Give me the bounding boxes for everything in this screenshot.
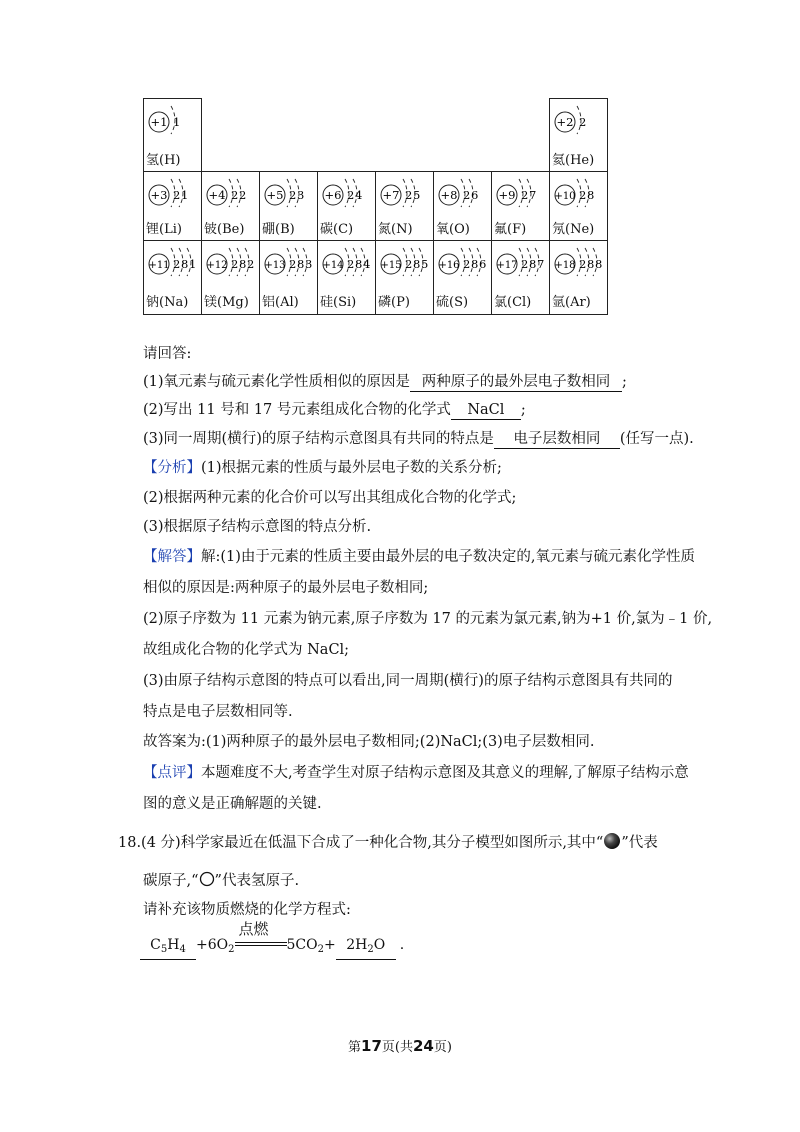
page-number: 17 — [361, 1037, 382, 1055]
element-cell — [549, 98, 608, 173]
nuclear-charge: +7 — [382, 188, 400, 202]
electron-count: 2 — [173, 188, 181, 202]
analysis-line-3: (3)根据原子结构示意图的特点分析. — [143, 519, 372, 535]
electron-count: 2 — [405, 257, 413, 271]
electron-count: 1 — [189, 257, 197, 271]
element-name: 硼(B) — [262, 222, 295, 237]
electron-count: 2 — [231, 257, 239, 271]
page-footer: 第17页(共24页) — [348, 1037, 452, 1055]
electron-count: 8 — [471, 257, 479, 271]
element-name: 氯(Cl) — [494, 295, 532, 310]
electron-count: 2 — [463, 188, 471, 202]
electron-count: 2 — [239, 188, 247, 202]
atom-diagram — [264, 176, 316, 210]
nuclear-charge: +4 — [208, 188, 226, 202]
analysis-line-2: (2)根据两种元素的化合价可以写出其组成化合物的化学式; — [143, 490, 517, 506]
atom-diagram — [496, 176, 548, 210]
element-cell — [491, 171, 550, 242]
nuclear-charge: +2 — [556, 115, 574, 129]
element-cell — [143, 171, 202, 242]
element-cell — [549, 240, 608, 315]
electron-count: 8 — [355, 257, 363, 271]
atom-diagram — [554, 245, 606, 279]
atom-diagram — [438, 245, 490, 279]
review-line-2: 图的意义是正确解题的关键. — [143, 796, 322, 812]
atom-diagram — [148, 103, 200, 137]
electron-count: 2 — [579, 115, 587, 129]
electron-count: 1 — [173, 115, 181, 129]
element-name: 硫(S) — [436, 295, 469, 310]
atom-diagram — [206, 245, 258, 279]
electron-count: 2 — [579, 188, 587, 202]
electron-count: 2 — [231, 188, 239, 202]
electron-count: 7 — [537, 257, 545, 271]
element-cell — [201, 171, 260, 242]
review-tag: 【点评】 — [143, 765, 201, 781]
element-cell — [375, 171, 434, 242]
electron-count: 8 — [239, 257, 247, 271]
answer-line-1b: 相似的原因是:两种原子的最外层电子数相同; — [143, 580, 429, 596]
equation-blank-product: $2H_2O$ — [336, 936, 396, 960]
electron-count: 8 — [587, 188, 595, 202]
atom-diagram — [554, 103, 606, 137]
equation-blank-reactant: $C_5H_4$ — [140, 936, 196, 960]
question-2: (2)写出 11 号和 17 号元素组成化合物的化学式 NaCl ; — [143, 402, 526, 418]
atom-diagram — [148, 245, 200, 279]
element-name: 氮(N) — [378, 222, 413, 237]
nuclear-charge: +6 — [324, 188, 342, 202]
element-cell — [143, 240, 202, 315]
electron-count: 7 — [529, 188, 537, 202]
element-cell — [259, 240, 318, 315]
atom-diagram — [438, 176, 490, 210]
answer-blank-3: 电子层数相同 — [494, 430, 620, 449]
element-name: 磷(P) — [378, 295, 410, 310]
electron-count: 1 — [181, 188, 189, 202]
answer-blank-2: NaCl — [451, 401, 521, 420]
electron-count: 2 — [347, 257, 355, 271]
element-cell — [549, 171, 608, 242]
nuclear-charge: +1 — [150, 115, 168, 129]
electron-count: 6 — [479, 257, 487, 271]
electron-count: 2 — [247, 257, 255, 271]
electron-count: 8 — [181, 257, 189, 271]
question-18-line-1: 18.(4 分)科学家最近在低温下合成了一种化合物,其分子模型如图所示,其中“ ”代表 — [118, 831, 658, 852]
electron-count: 8 — [587, 257, 595, 271]
element-name: 钠(Na) — [146, 295, 189, 310]
element-name: 氢(H) — [146, 153, 181, 168]
nuclear-charge: +10 — [554, 191, 576, 202]
question-3: (3)同一周期(横行)的原子结构示意图具有共同的特点是 电子层数相同 (任写一点). — [143, 431, 694, 447]
nuclear-charge: +8 — [440, 188, 458, 202]
answer-tag: 【解答】 — [143, 549, 201, 565]
element-cell — [201, 240, 260, 315]
element-name: 氧(O) — [436, 222, 470, 237]
nuclear-charge: +13 — [264, 260, 286, 271]
analysis-tag: 【分析】 — [143, 460, 201, 476]
electron-count: 2 — [289, 257, 297, 271]
atom-diagram — [148, 176, 200, 210]
atom-structure-table — [143, 98, 607, 316]
electron-count: 2 — [347, 188, 355, 202]
answer-line-3b: 特点是电子层数相同等. — [143, 704, 293, 720]
element-cell — [259, 171, 318, 242]
element-name: 镁(Mg) — [204, 295, 249, 310]
electron-count: 3 — [305, 257, 313, 271]
nuclear-charge: +3 — [150, 188, 168, 202]
page-total: 24 — [413, 1037, 434, 1055]
element-cell — [317, 171, 376, 242]
final-answer: 故答案为:(1)两种原子的最外层电子数相同;(2)NaCl;(3)电子层数相同. — [143, 734, 595, 750]
electron-count: 8 — [529, 257, 537, 271]
reaction-arrow — [235, 920, 287, 950]
element-cell — [491, 240, 550, 315]
nuclear-charge: +15 — [380, 260, 402, 271]
combustion-equation: $C_5H_4 +6O_2$ 点燃 $5CO_2+ 2H_2O$ . — [140, 936, 404, 960]
question-18-line-3: 请补充该物质燃烧的化学方程式: — [143, 902, 351, 918]
electron-count: 8 — [413, 257, 421, 271]
element-name: 氩(Ar) — [552, 295, 591, 310]
answer-blank-1: 两种原子的最外层电子数相同 — [410, 373, 622, 392]
prompt-text: 请回答: — [143, 346, 192, 362]
atom-diagram — [496, 245, 548, 279]
answer-line-2: (2)原子序数为 11 元素为钠元素,原子序数为 17 的元素为氯元素,钠为+1 价,氯为﹣1 价, — [143, 611, 713, 627]
atom-diagram — [322, 176, 374, 210]
element-name: 氦(He) — [552, 153, 595, 168]
atom-diagram — [206, 176, 258, 210]
atom-diagram — [264, 245, 316, 279]
nuclear-charge: +12 — [206, 260, 228, 271]
nuclear-charge: +5 — [266, 188, 284, 202]
element-name: 铝(Al) — [262, 295, 299, 310]
nuclear-charge: +9 — [498, 188, 516, 202]
reaction-condition: 点燃 — [238, 920, 269, 938]
nuclear-charge: +11 — [148, 260, 170, 271]
electron-count: 5 — [421, 257, 429, 271]
electron-count: 3 — [297, 188, 305, 202]
electron-count: 8 — [595, 257, 603, 271]
element-name: 硅(Si) — [320, 295, 357, 310]
answer-line-1: 【解答】解:(1)由于元素的性质主要由最外层的电子数决定的,氧元素与硫元素化学性质 — [143, 549, 696, 565]
electron-count: 2 — [173, 257, 181, 271]
element-cell — [433, 171, 492, 242]
question-1: (1)氧元素与硫元素化学性质相似的原因是 两种原子的最外层电子数相同 ; — [143, 374, 627, 390]
element-name: 锂(Li) — [146, 222, 182, 237]
review-line-1: 【点评】本题难度不大,考查学生对原子结构示意图及其意义的理解,了解原子结构示意 — [143, 765, 689, 781]
analysis-line-1: 【分析】(1)根据元素的性质与最外层电子数的关系分析; — [143, 460, 502, 476]
atom-diagram — [380, 176, 432, 210]
atom-diagram — [554, 176, 606, 210]
electron-count: 8 — [297, 257, 305, 271]
element-cell — [433, 240, 492, 315]
element-name: 碳(C) — [320, 222, 354, 237]
electron-count: 2 — [289, 188, 297, 202]
element-name: 氖(Ne) — [552, 222, 595, 237]
element-cell — [375, 240, 434, 315]
nuclear-charge: +16 — [438, 260, 460, 271]
atom-diagram — [322, 245, 374, 279]
electron-count: 2 — [521, 257, 529, 271]
nuclear-charge: +14 — [322, 260, 344, 271]
hydrogen-atom-icon — [199, 871, 215, 887]
atom-diagram — [380, 245, 432, 279]
nuclear-charge: +18 — [554, 260, 576, 271]
answer-line-2b: 故组成化合物的化学式为 NaCl; — [143, 642, 350, 658]
carbon-atom-icon — [603, 832, 621, 850]
electron-count: 6 — [471, 188, 479, 202]
electron-count: 4 — [363, 257, 371, 271]
electron-count: 5 — [413, 188, 421, 202]
electron-count: 2 — [463, 257, 471, 271]
element-cell — [143, 98, 202, 173]
answer-line-3: (3)由原子结构示意图的特点可以看出,同一周期(横行)的原子结构示意图具有共同的 — [143, 673, 673, 689]
electron-count: 2 — [405, 188, 413, 202]
element-cell — [317, 240, 376, 315]
electron-count: 2 — [579, 257, 587, 271]
electron-count: 4 — [355, 188, 363, 202]
element-name: 铍(Be) — [204, 222, 245, 237]
question-18-line-2: 碳原子,“ ”代表氢原子. — [143, 873, 300, 889]
element-name: 氟(F) — [494, 222, 527, 237]
nuclear-charge: +17 — [496, 260, 518, 271]
electron-count: 2 — [521, 188, 529, 202]
